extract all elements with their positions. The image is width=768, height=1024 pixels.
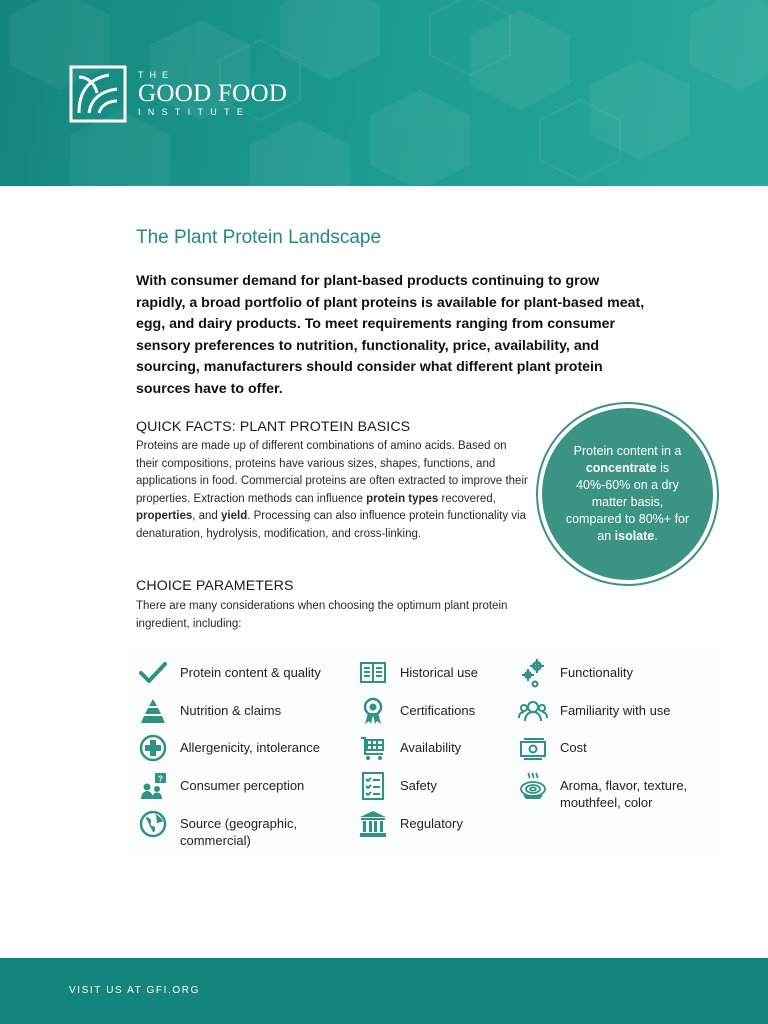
intro-paragraph: With consumer demand for plant-based products continuing to grow rapidly, a broad portfolio of plant proteins is available for plant-based meat, egg, and dairy products. To meet requirements ranging from consumer sensory preferences to nutrition, functionality, price, availability, and sourcing, manufacturers should consider what different plant protein sources have to offer. xyxy=(136,273,645,397)
param-label: Historical use xyxy=(400,665,479,680)
param-label: Nutrition & claims xyxy=(180,703,282,718)
checkmark-icon xyxy=(138,658,168,688)
param-historical-use xyxy=(358,658,478,688)
award-ribbon-icon xyxy=(358,696,388,726)
choice-parameters-heading: CHOICE PARAMETERS xyxy=(136,578,294,594)
choice-parameters-paragraph: There are many considerations when choosing the optimum plant protein ingredient, including: xyxy=(136,600,508,630)
gfi-logo-icon xyxy=(69,65,127,123)
header-banner xyxy=(0,0,768,186)
brand-the: THE xyxy=(138,70,174,80)
callout-bold-isolate: isolate xyxy=(614,529,655,543)
checklist-icon xyxy=(358,771,388,801)
param-aroma-flavor xyxy=(518,771,690,811)
book-icon xyxy=(358,658,388,688)
footer-link[interactable]: VISIT US AT GFI.ORG xyxy=(69,985,200,996)
globe-icon xyxy=(138,809,168,839)
callout-bold-concentrate: concentrate xyxy=(585,461,657,475)
page-title: The Plant Protein Landscape xyxy=(136,227,382,248)
param-label: Certifications xyxy=(400,703,476,718)
quick-facts-paragraph xyxy=(136,438,528,543)
param-allergenicity xyxy=(138,733,320,763)
param-certifications xyxy=(358,696,475,726)
pyramid-icon xyxy=(138,696,168,726)
qf-bold-properties: properties xyxy=(136,510,193,522)
parameters-grid xyxy=(126,648,720,856)
param-label: Source (geographic, commercial) xyxy=(180,816,298,848)
param-protein-content xyxy=(138,658,321,688)
param-regulatory xyxy=(358,809,463,839)
brand-name: GOOD FOOD xyxy=(138,80,288,107)
qf-text-3: , and xyxy=(192,510,222,522)
callout-text xyxy=(564,443,692,545)
cash-icon xyxy=(518,733,548,763)
qf-text-1: Proteins are made up of different combinations of amino acids. Based on their compositions, proteins have various sizes, shapes, functions, and applications in food. Commercial proteins are often extracted to improve their properties. Extraction methods can influence xyxy=(136,440,528,505)
param-label: Safety xyxy=(400,778,437,793)
param-label: Consumer perception xyxy=(180,778,305,793)
param-label: Familiarity with use xyxy=(560,703,671,718)
steaming-dish-icon xyxy=(518,771,548,801)
param-availability xyxy=(358,733,461,763)
callout-text-3: . xyxy=(654,529,658,543)
param-safety xyxy=(358,771,437,801)
brand-institute: INSTITUTE xyxy=(138,107,251,117)
param-label: Cost xyxy=(560,740,587,755)
param-label: Protein content & quality xyxy=(180,665,321,680)
group-icon xyxy=(518,696,548,726)
government-building-icon xyxy=(358,809,388,839)
gears-icon xyxy=(518,658,548,688)
shopping-cart-icon xyxy=(358,733,388,763)
qf-text-2: recovered, xyxy=(438,492,496,505)
brand-wordmark xyxy=(138,70,287,117)
people-question-icon xyxy=(138,771,168,801)
quick-facts-heading: QUICK FACTS: PLANT PROTEIN BASICS xyxy=(136,419,411,435)
qf-text-4: . Processing can also influence protein functionality via denaturation, hydrolysis, modification, and cross-linking. xyxy=(136,510,526,540)
param-label: Aroma, flavor, texture, mouthfeel, color xyxy=(560,778,688,810)
svg-text:?: ? xyxy=(158,774,163,784)
param-label: Functionality xyxy=(560,665,633,680)
qf-bold-yield: yield xyxy=(221,510,248,522)
param-cost xyxy=(518,733,587,763)
param-label: Regulatory xyxy=(400,816,463,831)
param-label: Allergenicity, intolerance xyxy=(180,740,320,755)
callout-text-2: is 40%-60% on a dry matter basis, compared to 80%+ for an xyxy=(565,461,690,543)
qf-bold-protein-types: protein types xyxy=(366,492,439,505)
callout-text-1: Protein content in a xyxy=(573,444,682,458)
param-consumer-perception xyxy=(138,771,304,801)
protein-content-callout xyxy=(538,404,717,584)
param-functionality xyxy=(518,658,633,688)
medical-cross-icon xyxy=(138,733,168,763)
footer-bar xyxy=(0,958,768,1024)
param-familiarity xyxy=(518,696,671,726)
param-nutrition xyxy=(138,696,281,726)
param-source xyxy=(138,809,320,849)
param-label: Availability xyxy=(400,740,462,755)
